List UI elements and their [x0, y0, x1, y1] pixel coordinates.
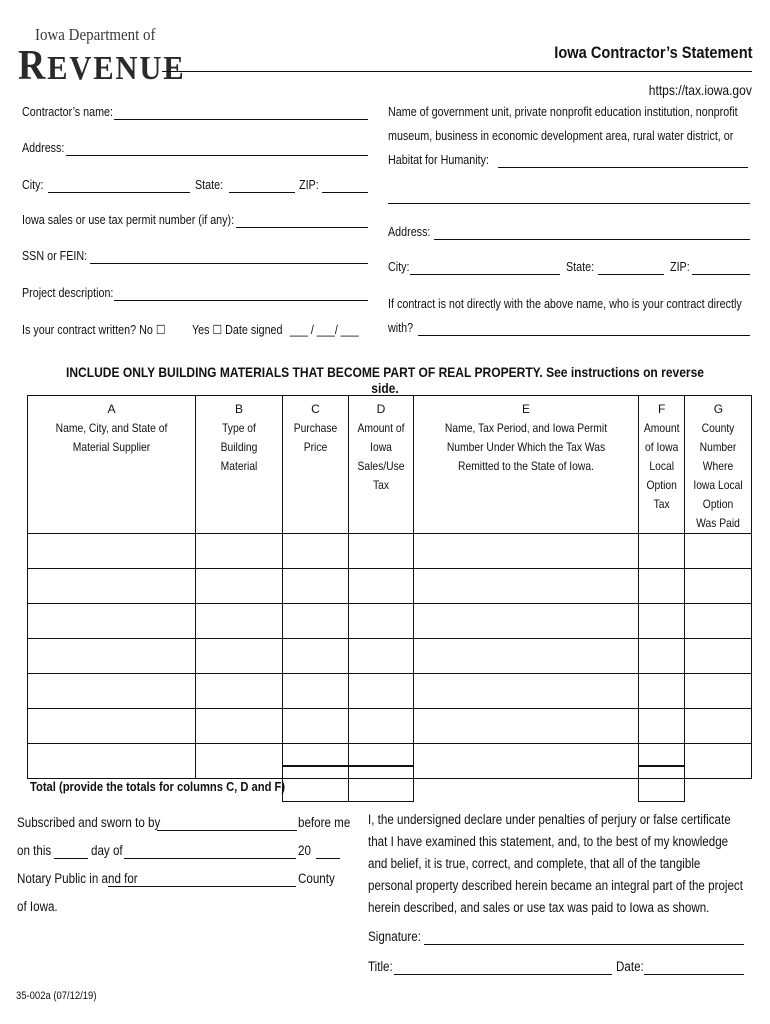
table-cell[interactable]	[28, 534, 196, 569]
of-iowa-label: of Iowa.	[17, 899, 58, 914]
table-cell[interactable]	[28, 604, 196, 639]
column-f-header: F Amount of Iowa Local Option Tax	[639, 396, 685, 534]
table-cell[interactable]	[283, 674, 349, 709]
county-label: County	[298, 871, 335, 886]
table-cell[interactable]	[414, 604, 639, 639]
written-no-label[interactable]: Is your contract written? No ☐	[22, 323, 166, 337]
day-field[interactable]	[54, 858, 88, 859]
indirect-line1: If contract is not directly with the above name, who is your contract directly	[388, 297, 742, 311]
table-row	[28, 709, 752, 744]
right-address-label: Address:	[388, 225, 431, 239]
table-cell[interactable]	[685, 744, 752, 779]
right-state-field[interactable]	[598, 274, 664, 275]
gov-unit-name-field-2[interactable]	[388, 203, 750, 204]
total-c-field[interactable]	[282, 765, 349, 802]
notary-label: Notary Public in and for	[17, 871, 138, 886]
table-cell[interactable]	[28, 639, 196, 674]
city-field[interactable]	[48, 192, 190, 193]
column-a-header: A Name, City, and State of Material Supplier	[28, 396, 196, 534]
table-cell[interactable]	[196, 534, 283, 569]
table-cell[interactable]	[196, 639, 283, 674]
address-label: Address:	[22, 141, 65, 155]
ssn-label: SSN or FEIN:	[22, 249, 88, 263]
state-label: State:	[195, 178, 224, 192]
website-url: https://tax.iowa.gov	[648, 82, 752, 98]
table-cell[interactable]	[283, 639, 349, 674]
table-cell[interactable]	[283, 534, 349, 569]
right-city-label: City:	[388, 260, 410, 274]
table-cell[interactable]	[349, 534, 414, 569]
table-cell[interactable]	[685, 569, 752, 604]
column-c-header: C Purchase Price	[283, 396, 349, 534]
table-cell[interactable]	[685, 534, 752, 569]
logo-department-text: Iowa Department of	[35, 25, 156, 44]
year-field[interactable]	[316, 858, 340, 859]
form-number: 35-002a (07/12/19)	[16, 990, 97, 1002]
ssn-field[interactable]	[90, 263, 368, 264]
instruction-text: INCLUDE ONLY BUILDING MATERIALS THAT BECOME PART OF REAL PROPERTY. See instructions on reverse side.	[66, 364, 704, 396]
table-row	[28, 639, 752, 674]
gov-unit-line1: Name of government unit, private nonprofit education institution, nonprofit	[388, 105, 738, 119]
column-b-header: B Type of Building Material	[196, 396, 283, 534]
title-rule	[162, 71, 752, 72]
table-cell[interactable]	[349, 674, 414, 709]
total-f-field[interactable]	[638, 765, 685, 802]
table-cell[interactable]	[414, 744, 639, 779]
column-d-header: D Amount of Iowa Sales/Use Tax	[349, 396, 414, 534]
subscribed-label: Subscribed and sworn to by	[17, 815, 161, 830]
date-signed-field[interactable]: ___ / ___/ ___	[290, 323, 359, 337]
state-field[interactable]	[229, 192, 295, 193]
table-row	[28, 604, 752, 639]
table-cell[interactable]	[685, 604, 752, 639]
table-cell[interactable]	[28, 674, 196, 709]
right-address-field[interactable]	[434, 239, 750, 240]
table-cell[interactable]	[196, 744, 283, 779]
table-cell[interactable]	[639, 534, 685, 569]
table-cell[interactable]	[414, 639, 639, 674]
table-cell[interactable]	[639, 639, 685, 674]
project-label: Project description:	[22, 286, 114, 300]
table-cell[interactable]	[639, 709, 685, 744]
title-label: Title:	[368, 959, 393, 974]
permit-label: Iowa sales or use tax permit number (if any):	[22, 213, 235, 227]
table-cell[interactable]	[283, 569, 349, 604]
table-cell[interactable]	[349, 604, 414, 639]
signature-label: Signature:	[368, 929, 421, 944]
gov-unit-line3: Habitat for Humanity:	[388, 153, 489, 167]
project-field[interactable]	[114, 300, 368, 301]
address-field[interactable]	[66, 155, 368, 156]
table-cell[interactable]	[414, 674, 639, 709]
county-field[interactable]	[108, 886, 296, 887]
table-header-row	[28, 396, 752, 534]
table-row	[28, 534, 752, 569]
column-e-header: E Name, Tax Period, and Iowa Permit Number Under Which the Tax Was Remitted to the State of Iowa.	[414, 396, 639, 534]
declaration-text: I, the undersigned declare under penalties of perjury or false certificate that I have examined this statement, and, to the best of my knowledge and belief, it is true, correct, and complete, that all of the tangible personal property described herein became an integral part of the project herein described, and sales or use tax was paid to Iowa as shown.	[368, 812, 743, 915]
permit-field[interactable]	[236, 227, 368, 228]
date-field[interactable]	[644, 974, 744, 975]
table-cell[interactable]	[28, 709, 196, 744]
table-row	[28, 569, 752, 604]
table-cell[interactable]	[196, 569, 283, 604]
table-cell[interactable]	[639, 569, 685, 604]
month-field[interactable]	[124, 858, 296, 859]
gov-unit-line2: museum, business in economic development area, rural water district, or	[388, 129, 734, 143]
table-cell[interactable]	[685, 674, 752, 709]
year-prefix: 20	[298, 843, 311, 858]
right-city-field[interactable]	[410, 274, 560, 275]
table-cell[interactable]	[283, 709, 349, 744]
gov-unit-name-field[interactable]	[498, 167, 748, 168]
logo-revenue-text	[18, 42, 185, 90]
table-cell[interactable]	[414, 569, 639, 604]
table-cell[interactable]	[414, 709, 639, 744]
table-cell[interactable]	[349, 639, 414, 674]
table-cell[interactable]	[196, 604, 283, 639]
column-g-header: G County Number Where Iowa Local Option Was Paid	[685, 396, 752, 534]
table-cell[interactable]	[196, 709, 283, 744]
table-cell[interactable]	[639, 604, 685, 639]
table-cell[interactable]	[349, 709, 414, 744]
zip-field[interactable]	[322, 192, 368, 193]
on-this-label: on this	[17, 843, 52, 858]
indirect-contract-field[interactable]	[418, 335, 750, 336]
table-cell[interactable]	[196, 674, 283, 709]
logo-initial: R	[18, 43, 48, 89]
right-zip-label: ZIP:	[670, 260, 690, 274]
table-cell[interactable]	[283, 604, 349, 639]
right-state-label: State:	[566, 260, 595, 274]
table-row	[28, 674, 752, 709]
yes-date-label[interactable]: Yes ☐ Date signed	[192, 323, 283, 337]
subscribed-by-field[interactable]	[157, 830, 297, 831]
table-cell[interactable]	[349, 569, 414, 604]
right-zip-field[interactable]	[692, 274, 750, 275]
total-label: Total (provide the totals for columns C, D and F)	[30, 779, 286, 794]
date-label: Date:	[616, 959, 644, 974]
city-label: City:	[22, 178, 44, 192]
table-cell[interactable]	[685, 639, 752, 674]
zip-label: ZIP:	[299, 178, 319, 192]
table-cell[interactable]	[414, 534, 639, 569]
logo-rest: EVENUE	[47, 50, 186, 87]
table-cell[interactable]	[28, 569, 196, 604]
table-cell[interactable]	[685, 709, 752, 744]
signature-field[interactable]	[424, 944, 744, 945]
day-of-label: day of	[91, 843, 123, 858]
form-title: Iowa Contractor’s Statement	[553, 43, 752, 62]
before-me-label: before me	[298, 815, 351, 830]
title-field[interactable]	[394, 974, 612, 975]
table-cell[interactable]	[28, 744, 196, 779]
contractor-name-label: Contractor’s name:	[22, 105, 114, 119]
table-cell[interactable]	[639, 674, 685, 709]
materials-table	[27, 395, 752, 779]
total-d-field[interactable]	[348, 765, 414, 802]
contractor-name-field[interactable]	[114, 119, 368, 120]
indirect-line2: with?	[388, 321, 414, 335]
instruction-banner	[0, 364, 770, 396]
